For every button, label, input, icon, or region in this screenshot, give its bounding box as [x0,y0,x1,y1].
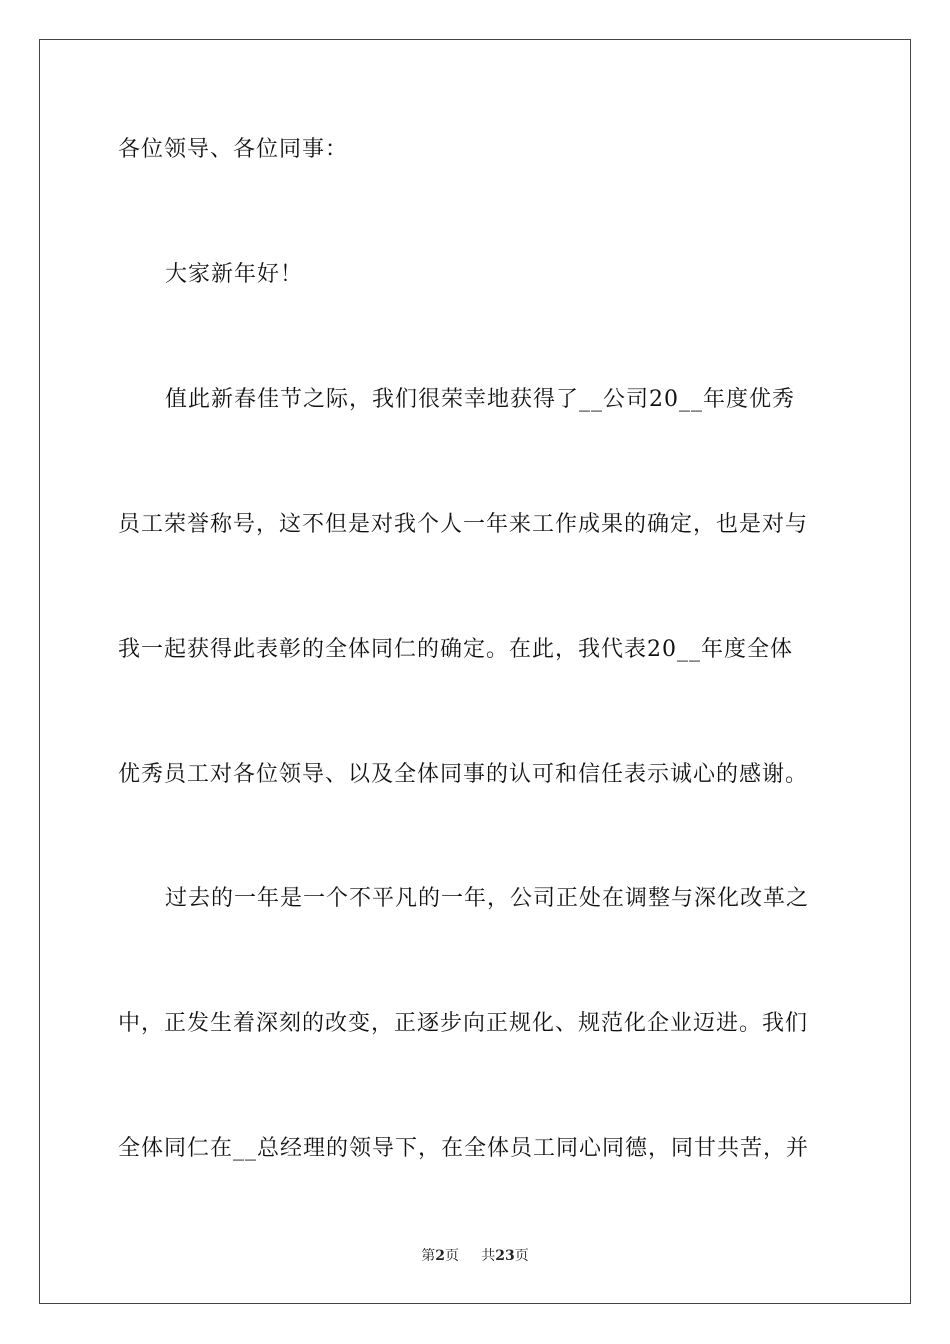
greeting-line: 大家新年好！ [165,262,304,287]
body-line-1: 值此新春佳节之际，我们很荣幸地获得了__公司20__年度优秀 [165,387,795,412]
page-label-suffix: 页 [445,1248,459,1264]
page-footer [0,1247,950,1265]
body-line-2: 员工荣誉称号，这不但是对我个人一年来工作成果的确定，也是对与 [118,512,809,537]
page-frame [39,39,911,1304]
total-label-prefix: 共 [481,1248,496,1264]
page-label-prefix: 第 [421,1248,436,1264]
body-line-4: 优秀员工对各位领导、以及全体同事的认可和信任表示诚心的感谢。 [118,762,809,787]
salutation-line: 各位领导、各位同事： [118,137,349,162]
body-line-6: 中，正发生着深刻的改变，正逐步向正规化、规范化企业迈进。我们 [118,1011,809,1036]
total-label-suffix: 页 [514,1248,529,1264]
current-page-number: 2 [435,1248,445,1264]
body-line-7: 全体同仁在__总经理的领导下，在全体员工同心同德，同甘共苦，并 [118,1136,810,1161]
total-page-count: 23 [495,1248,515,1264]
body-line-5: 过去的一年是一个不平凡的一年，公司正处在调整与深化改革之 [165,886,810,911]
body-line-3: 我一起获得此表彰的全体同仁的确定。在此，我代表20__年度全体 [118,637,793,662]
